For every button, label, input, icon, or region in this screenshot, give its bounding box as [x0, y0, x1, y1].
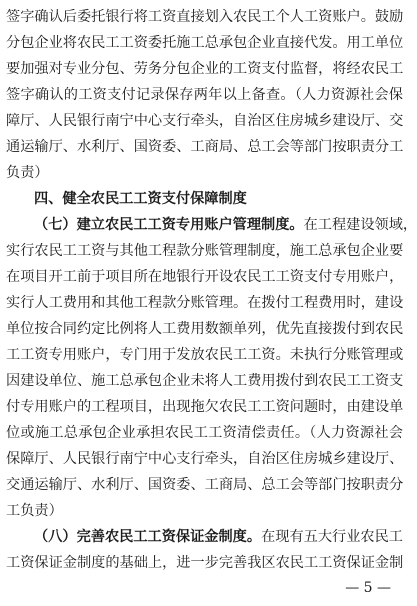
body-text-line: 实行农民工工资与其他工程款分账管理制度，施工总承包企业要 [6, 243, 404, 259]
body-text-line: 实行人工费用和其他工程款分账管理。在拨付工程费用时，建设 [6, 295, 404, 311]
body-text-line: 工资保证金制度的基础上，进一步完善我区农民工工资保证金制 [6, 555, 404, 571]
body-text-line: 分包企业将农民工工资委托施工总承包企业直接代发。用工单位 [6, 35, 404, 51]
body-text-line: 签字确认后委托银行将工资直接划入农民工个人工资账户。鼓励 [6, 9, 404, 25]
body-text-line: 工负责） [6, 503, 63, 519]
body-text-line: 障厅、人民银行南宁中心支行牵头，自治区住房城乡建设厅、交 [6, 113, 404, 129]
body-text-line: 工工资专用账户，专门用于发放农民工工资。未执行分账管理或 [6, 347, 404, 363]
body-text-line: 签字确认的工资支付记录保存两年以上备查。（人力资源社会保 [6, 87, 403, 103]
paragraph-7-lead: （七）建立农民工工资专用账户管理制度。 [34, 217, 304, 233]
body-text-line: 单位按合同约定比例将人工费用数额单列，优先直接拨付到农民 [6, 321, 404, 337]
body-text-line: 位或施工总承包企业承担农民工工资清偿责任。（人力资源社会 [6, 425, 403, 441]
body-text-line: 要加强对专业分包、劳务分包企业的工资支付监督，将经农民工 [6, 61, 404, 77]
paragraph-7-text: 在工程建设领域， [303, 217, 417, 233]
body-text-line: 付专用账户的工程项目，出现拖欠农民工工资问题时，由建设单 [6, 399, 404, 415]
paragraph-8-lead: （八）完善农民工工资保证金制度。 [34, 529, 262, 545]
paragraph-7-first-line [34, 212, 417, 238]
body-text-line: 在项目开工前于项目所在地银行开设农民工工资支付专用账户， [6, 269, 404, 285]
body-text-line: 保障厅、人民银行南宁中心支行牵头，自治区住房城乡建设厅、 [6, 451, 404, 467]
body-text-line: 通运输厅、水利厅、国资委、工商局、总工会等部门按职责分工 [6, 139, 404, 155]
body-text-line: 因建设单位、施工总承包企业未将人工费用拨付到农民工工资支 [6, 373, 404, 389]
paragraph-8-text: 在现有五大行业农民工 [261, 529, 403, 545]
section-heading: 四、健全农民工工资支付保障制度 [34, 191, 247, 207]
page-number: — 5 — [345, 580, 391, 596]
paragraph-8-first-line [34, 524, 403, 550]
body-text-line: 负责） [6, 165, 49, 181]
body-text-line: 交通运输厅、水利厅、国资委、工商局、总工会等部门按职责分 [6, 477, 404, 493]
